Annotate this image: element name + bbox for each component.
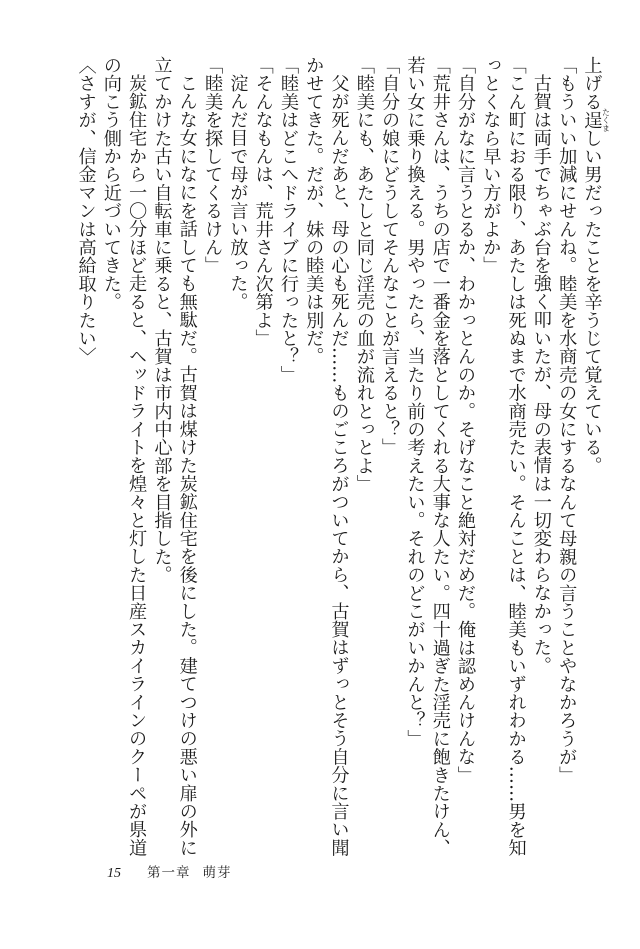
- page-number: 15: [107, 866, 121, 881]
- text-line: 立てかけた古い自転車に乗ると、古賀は市内中心部を目指した。: [151, 56, 173, 584]
- text-line: かせてきた。だが、妹の睦美は別だ。: [303, 56, 325, 366]
- chapter-label: 第一章: [147, 865, 191, 881]
- text-line: 「もういい加減にせんね。睦美を水商売の女にするなんて母親の言うことやなかろうが」: [556, 56, 578, 784]
- text-line: 「こん町におる限り、あたしは死ぬまで水商売たい。そんことは、睦美もいずれわかる……男を知: [505, 56, 527, 857]
- text-line: 古賀は両手でちゃぶ台を強く叩いたが、母の表情は一切変わらなかった。: [530, 74, 552, 675]
- text-line: 「睦美を探してくるけん」: [202, 56, 224, 275]
- text-line: 上げる逞 たくましい男だったことを辛うじて覚えている。: [581, 56, 611, 475]
- vertical-text-block: [73, 56, 611, 857]
- text-line: 「睦美はどこへドライブに行ったと？」: [277, 56, 299, 384]
- text-line: 淀んだ目で母が言い放った。: [227, 74, 249, 311]
- text-line: こんな女になにを話しても無駄だ。古賀は煤けた炭鉱住宅を後にした。建てつけの悪い扉の外に: [176, 74, 198, 857]
- text-line: っとくなら早い方がよか」: [480, 56, 502, 275]
- text-line: 「自分がなに言うとるか、わかっとんのか。そげなこと絶対だめだ。俺は認めんけんな」: [455, 56, 477, 784]
- text-line: 〈さすが、信金マンは高給取りたい〉: [75, 56, 97, 366]
- ruby-reading: たくま: [601, 107, 611, 132]
- text-line: 父が死んだあと、母の心も死んだ……ものごころがついてから、古賀はずっとそう自分に言い聞: [328, 74, 350, 857]
- text-line: 「荒井さんは、うちの店で一番金を落としてくれる大事な人たい。四十過ぎた淫売に飽きたけん、: [429, 56, 451, 857]
- text-line: 「睦美にも、あたしと同じ淫売の血が流れとっとよ」: [353, 56, 375, 493]
- page-footer: [107, 861, 232, 882]
- text-line: 「自分の娘にどうしてそんなことが言えると？」: [379, 56, 401, 457]
- text-line: 炭鉱住宅から一〇分ほど走ると、ヘッドライトを煌々と灯した日産スカイラインのクーペが県道: [126, 74, 148, 857]
- ruby-word: 逞 たくま: [581, 107, 611, 132]
- chapter-title: 萌芽: [202, 865, 232, 881]
- text-line: 若い女に乗り換える。男やったら、当たり前の考えたい。それのどこがいかんと？」: [404, 56, 426, 748]
- text-line: 「そんなもんは、荒井さん次第よ」: [252, 56, 274, 348]
- text-line: の向こう側から近づいてきた。: [100, 56, 122, 311]
